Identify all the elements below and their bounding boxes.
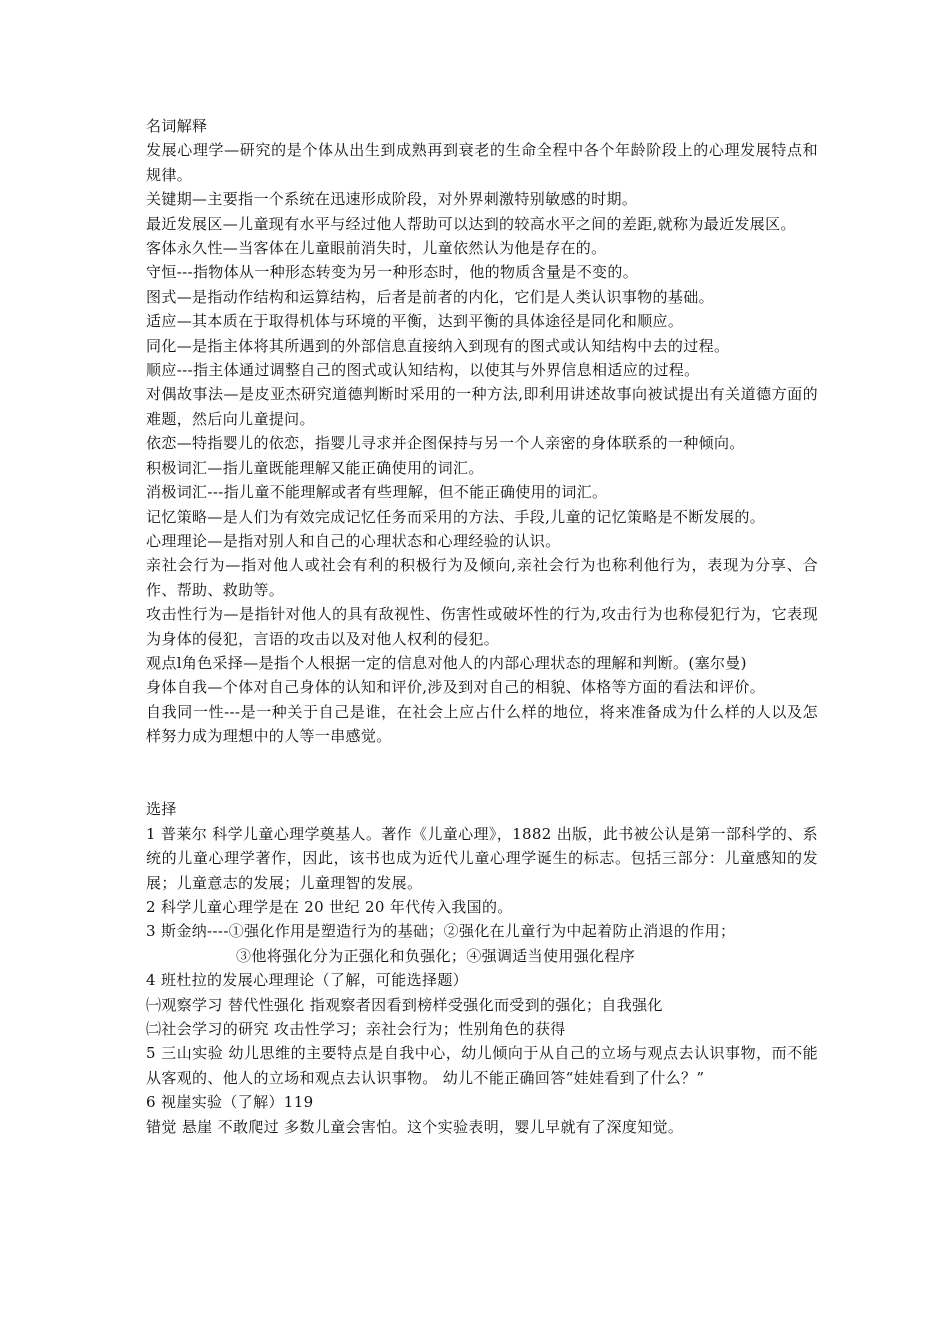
choice-subitem: ㈡社会学习的研究 攻击性学习；亲社会行为；性别角色的获得 (146, 1020, 566, 1038)
section-heading-choice: 选择 (146, 800, 177, 819)
choice-item-detail: 错觉 悬崖 不敢爬过 多数儿童会害怕。这个实验表明，婴儿早就有了深度知觉。 (146, 1117, 684, 1136)
section-spacer (146, 749, 818, 773)
section-spacer (146, 773, 818, 797)
term-definition: 心理理论—是指对别人和自己的心理状态和心理经验的认识。 (146, 531, 561, 550)
term-definition: 消极词汇---指儿童不能理解或者有些理解，但不能正确使用的词汇。 (146, 483, 608, 502)
choice-item: 2 科学儿童心理学是在 20 世纪 20 年代传入我国的。 (146, 897, 513, 916)
choice-item-continuation: ③他将强化分为正强化和负强化；④强调适当使用强化程序 (236, 946, 636, 965)
section-heading-terms: 名词解释 (146, 117, 208, 135)
choice-item: 3 斯金纳----①强化作用是塑造行为的基础；②强化在儿童行为中起着防止消退的作用； (146, 922, 736, 941)
term-definition: 最近发展区—儿童现有水平与经过他人帮助可以达到的较高水平之间的差距,就称为最近发展区。 (146, 214, 796, 233)
term-definition: 观点l角色采择—是指个人根据一定的信息对他人的内部心理状态的理解和判断。(塞尔曼) (146, 653, 747, 672)
term-definition: 客体永久性—当客体在儿童眼前消失时，儿童依然认为他是存在的。 (146, 239, 607, 258)
term-definition: 顺应---指主体通过调整自己的图式或认知结构，以使其与外界信息相适应的过程。 (146, 361, 700, 380)
term-definition: 自我同一性---是一种关于自己是谁，在社会上应占什么样的地位，将来准备成为什么样的人以及怎样努力成为理想中的人等一串感觉。 (146, 702, 818, 746)
term-definition: 身体自我—个体对自己身体的认知和评价,涉及到对自己的相貌、体格等方面的看法和评价。 (146, 678, 766, 697)
term-definition: 记忆策略—是人们为有效完成记忆任务而采用的方法、手段,儿童的记忆策略是不断发展的。 (146, 507, 766, 526)
choice-item: 1 普莱尔 科学儿童心理学奠基人。著作《儿童心理》，1882 出版，此书被公认是第一部科学的、系统的儿童心理学著作，因此，该书也成为近代儿童心理学诞生的标志。包括三部分：儿童感知的发展；儿童意志的发展；儿童理智的发展。 (146, 824, 818, 892)
term-definition: 图式—是指动作结构和运算结构，后者是前者的内化，它们是人类认识事物的基础。 (146, 287, 714, 306)
term-definition: 亲社会行为—指对他人或社会有利的积极行为及倾向,亲社会行为也称利他行为，表现为分享、合作、帮助、救助等。 (146, 556, 818, 599)
term-definition: 关键期—主要指一个系统在迅速形成阶段，对外界刺激特别敏感的时期。 (146, 190, 638, 209)
term-definition: 对偶故事法—是皮亚杰研究道德判断时采用的一种方法,即利用讲述故事向被试提出有关道德方面的难题，然后向儿童提问。 (146, 385, 818, 428)
term-definition: 守恒---指物体从一种形态转变为另一种形态时，他的物质含量是不变的。 (146, 263, 639, 282)
choice-subitem: ㈠观察学习 替代性强化 指观察者因看到榜样受强化而受到的强化；自我强化 (146, 995, 663, 1014)
term-definition: 适应—其本质在于取得机体与环境的平衡，达到平衡的具体途径是同化和顺应。 (146, 312, 684, 331)
term-definition: 发展心理学—研究的是个体从出生到成熟再到衰老的生命全程中各个年龄阶段上的心理发展特点和规律。 (146, 141, 818, 184)
choice-item: 5 三山实验 幼儿思维的主要特点是自我中心，幼儿倾向于从自己的立场与观点去认识事物，而不能从客观的、他人的立场和观点去认识事物。 幼儿不能正确回答“娃娃看到了什么？” (146, 1044, 818, 1087)
term-definition: 同化—是指主体将其所遇到的外部信息直接纳入到现有的图式或认知结构中去的过程。 (146, 336, 730, 355)
choice-item: 6 视崖实验（了解）119 (146, 1093, 314, 1112)
term-definition: 依恋—特指婴儿的依恋，指婴儿寻求并企图保持与另一个人亲密的身体联系的一种倾向。 (146, 434, 745, 453)
document-body (146, 114, 818, 1139)
term-definition: 攻击性行为—是指针对他人的具有敌视性、伤害性或破坏性的行为,攻击行为也称侵犯行为，它表现为身体的侵犯，言语的攻击以及对他人权利的侵犯。 (146, 605, 818, 648)
term-definition: 积极词汇—指儿童既能理解又能正确使用的词汇。 (146, 458, 484, 477)
choice-item: 4 班杜拉的发展心理理论（了解，可能选择题） (146, 971, 469, 990)
